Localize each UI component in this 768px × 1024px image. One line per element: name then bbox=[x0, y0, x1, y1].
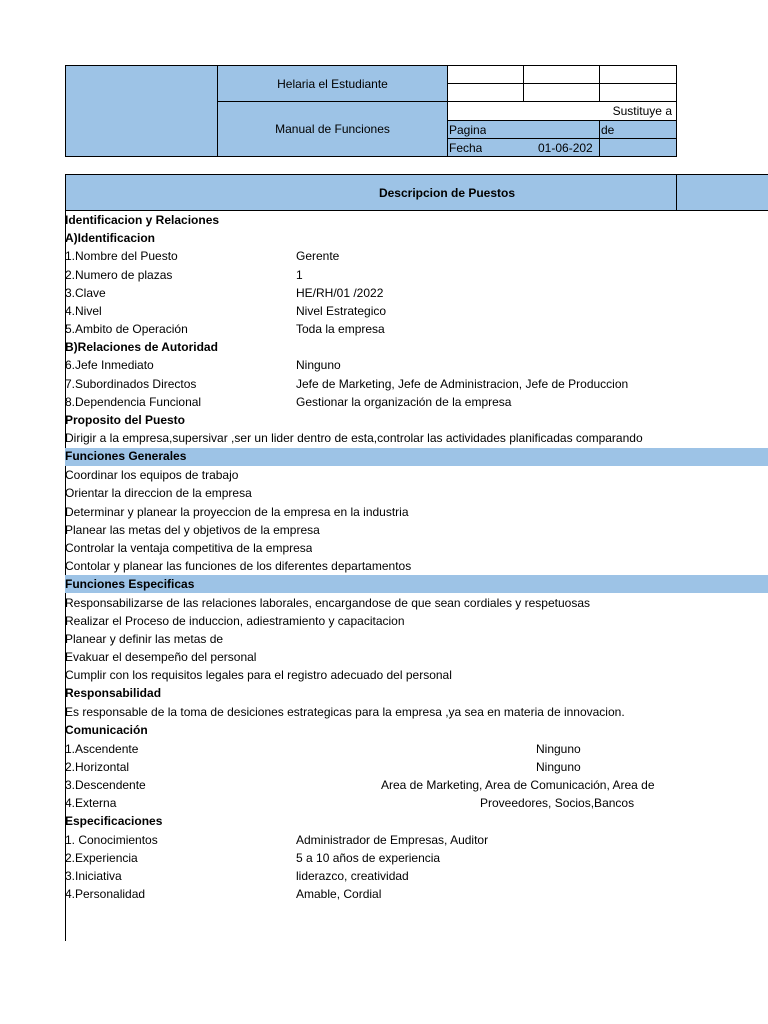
com-value: Ninguno bbox=[536, 760, 581, 774]
ident-value: Gerente bbox=[296, 249, 340, 263]
rel-row bbox=[65, 375, 677, 393]
list-item: Controlar la ventaja competitiva de la empresa bbox=[65, 541, 313, 555]
fecha-label: Fecha bbox=[449, 141, 483, 155]
ident-value: HE/RH/01 /2022 bbox=[296, 286, 384, 300]
ident-row bbox=[65, 284, 677, 302]
esp-value: 5 a 10 años de experiencia bbox=[296, 851, 441, 865]
ident-row bbox=[65, 320, 677, 338]
de-label: de bbox=[601, 123, 615, 137]
title-right-border bbox=[676, 174, 677, 211]
fecha-cell bbox=[447, 138, 600, 157]
generales-heading: Funciones Generales bbox=[65, 449, 187, 463]
header-cell bbox=[523, 65, 600, 84]
proposito-heading: Proposito del Puesto bbox=[65, 413, 186, 427]
list-item: Cumplir con los requisitos legales para el registro adecuado del personal bbox=[65, 668, 452, 682]
ident-sub-b: B)Relaciones de Autoridad bbox=[65, 340, 218, 354]
header-cell bbox=[599, 65, 677, 84]
list-item: Determinar y planear la proyeccion de la empresa en la industria bbox=[65, 505, 409, 519]
ident-row bbox=[65, 302, 677, 320]
sustituye-cell bbox=[447, 101, 677, 121]
esp-value: Administrador de Empresas, Auditor bbox=[296, 833, 489, 847]
com-value: Area de Marketing, Area de Comunicación, Area de bbox=[381, 778, 655, 792]
manual-title: Manual de Funciones bbox=[217, 101, 448, 157]
list-item: Orientar la direccion de la empresa bbox=[65, 486, 252, 500]
rel-label: 8.Dependencia Funcional bbox=[65, 395, 202, 409]
com-row bbox=[65, 794, 677, 812]
com-label: 1.Ascendente bbox=[65, 742, 139, 756]
esp-label: 1. Conocimientos bbox=[65, 833, 158, 847]
rel-value: Ninguno bbox=[296, 358, 341, 372]
rel-value: Jefe de Marketing, Jefe de Administracion, Jefe de Produccion bbox=[296, 377, 629, 391]
com-label: 4.Externa bbox=[65, 796, 117, 810]
ident-value: Nivel Estrategico bbox=[296, 304, 387, 318]
header-cell bbox=[447, 83, 524, 102]
ident-label: 1.Nombre del Puesto bbox=[65, 249, 178, 263]
rel-label: 7.Subordinados Directos bbox=[65, 377, 197, 391]
proposito-text: Dirigir a la empresa,supersivar ,ser un lider dentro de esta,controlar las actividades planificadas comparando bbox=[65, 431, 643, 445]
com-value: Ninguno bbox=[536, 742, 581, 756]
ident-label: 3.Clave bbox=[65, 286, 106, 300]
ident-value: Toda la empresa bbox=[296, 322, 385, 336]
com-row bbox=[65, 740, 677, 758]
esp-value: liderazco, creatividad bbox=[296, 869, 409, 883]
sustituye-label: Sustituye a bbox=[612, 104, 672, 118]
fecha-extra-cell bbox=[599, 138, 677, 157]
ident-label: 2.Numero de plazas bbox=[65, 268, 173, 282]
company-name: Helaria el Estudiante bbox=[217, 65, 448, 102]
fecha-value: 01-06-202 bbox=[538, 141, 593, 155]
ident-heading: Identificacion y Relaciones bbox=[65, 213, 220, 227]
rel-label: 6.Jefe Inmediato bbox=[65, 358, 154, 372]
list-item: Evakuar el desempeño del personal bbox=[65, 650, 257, 664]
header-cell bbox=[599, 83, 677, 102]
esp-row bbox=[65, 885, 677, 903]
comunicacion-heading: Comunicación bbox=[65, 723, 148, 737]
ident-sub-a: A)Identificacion bbox=[65, 231, 156, 245]
ident-label: 4.Nivel bbox=[65, 304, 102, 318]
esp-row bbox=[65, 831, 677, 849]
com-value: Proveedores, Socios,Bancos bbox=[480, 796, 635, 810]
ident-row bbox=[65, 247, 677, 265]
header-cell bbox=[447, 65, 524, 84]
especificaciones-heading: Especificaciones bbox=[65, 814, 163, 828]
esp-label: 3.Iniciativa bbox=[65, 869, 122, 883]
pagina-cell bbox=[447, 120, 600, 139]
list-item: Planear y definir las metas de bbox=[65, 632, 224, 646]
esp-row bbox=[65, 849, 677, 867]
list-item: Coordinar los equipos de trabajo bbox=[65, 468, 239, 482]
de-cell bbox=[599, 120, 677, 139]
especificas-heading: Funciones Especificas bbox=[65, 577, 195, 591]
esp-value: Amable, Cordial bbox=[296, 887, 382, 901]
list-item: Responsabilizarse de las relaciones laborales, encargandose de que sean cordiales y respetuosas bbox=[65, 596, 590, 610]
header-cell bbox=[523, 83, 600, 102]
esp-label: 4.Personalidad bbox=[65, 887, 146, 901]
esp-row bbox=[65, 867, 677, 885]
rel-row bbox=[65, 393, 677, 411]
com-row bbox=[65, 776, 677, 794]
pagina-label: Pagina bbox=[449, 123, 487, 137]
rel-value: Gestionar la organización de la empresa bbox=[296, 395, 512, 409]
responsabilidad-heading: Responsabilidad bbox=[65, 686, 162, 700]
page-title: Descripcion de Puestos bbox=[378, 185, 516, 200]
responsabilidad-text: Es responsable de la toma de desiciones estrategicas para la empresa ,ya sea en materia de innovacion. bbox=[65, 705, 625, 719]
list-item: Planear las metas del y objetivos de la empresa bbox=[65, 523, 320, 537]
list-item: Realizar el Proceso de induccion, adiestramiento y capacitacion bbox=[65, 614, 405, 628]
rel-row bbox=[65, 356, 677, 374]
ident-row bbox=[65, 266, 677, 284]
ident-label: 5.Ambito de Operación bbox=[65, 322, 188, 336]
header-table bbox=[65, 65, 677, 157]
ident-value: 1 bbox=[296, 268, 303, 282]
com-row bbox=[65, 758, 677, 776]
com-label: 2.Horizontal bbox=[65, 760, 130, 774]
esp-label: 2.Experiencia bbox=[65, 851, 138, 865]
com-label: 3.Descendente bbox=[65, 778, 146, 792]
logo-placeholder bbox=[65, 65, 218, 157]
list-item: Contolar y planear las funciones de los diferentes departamentos bbox=[65, 559, 412, 573]
